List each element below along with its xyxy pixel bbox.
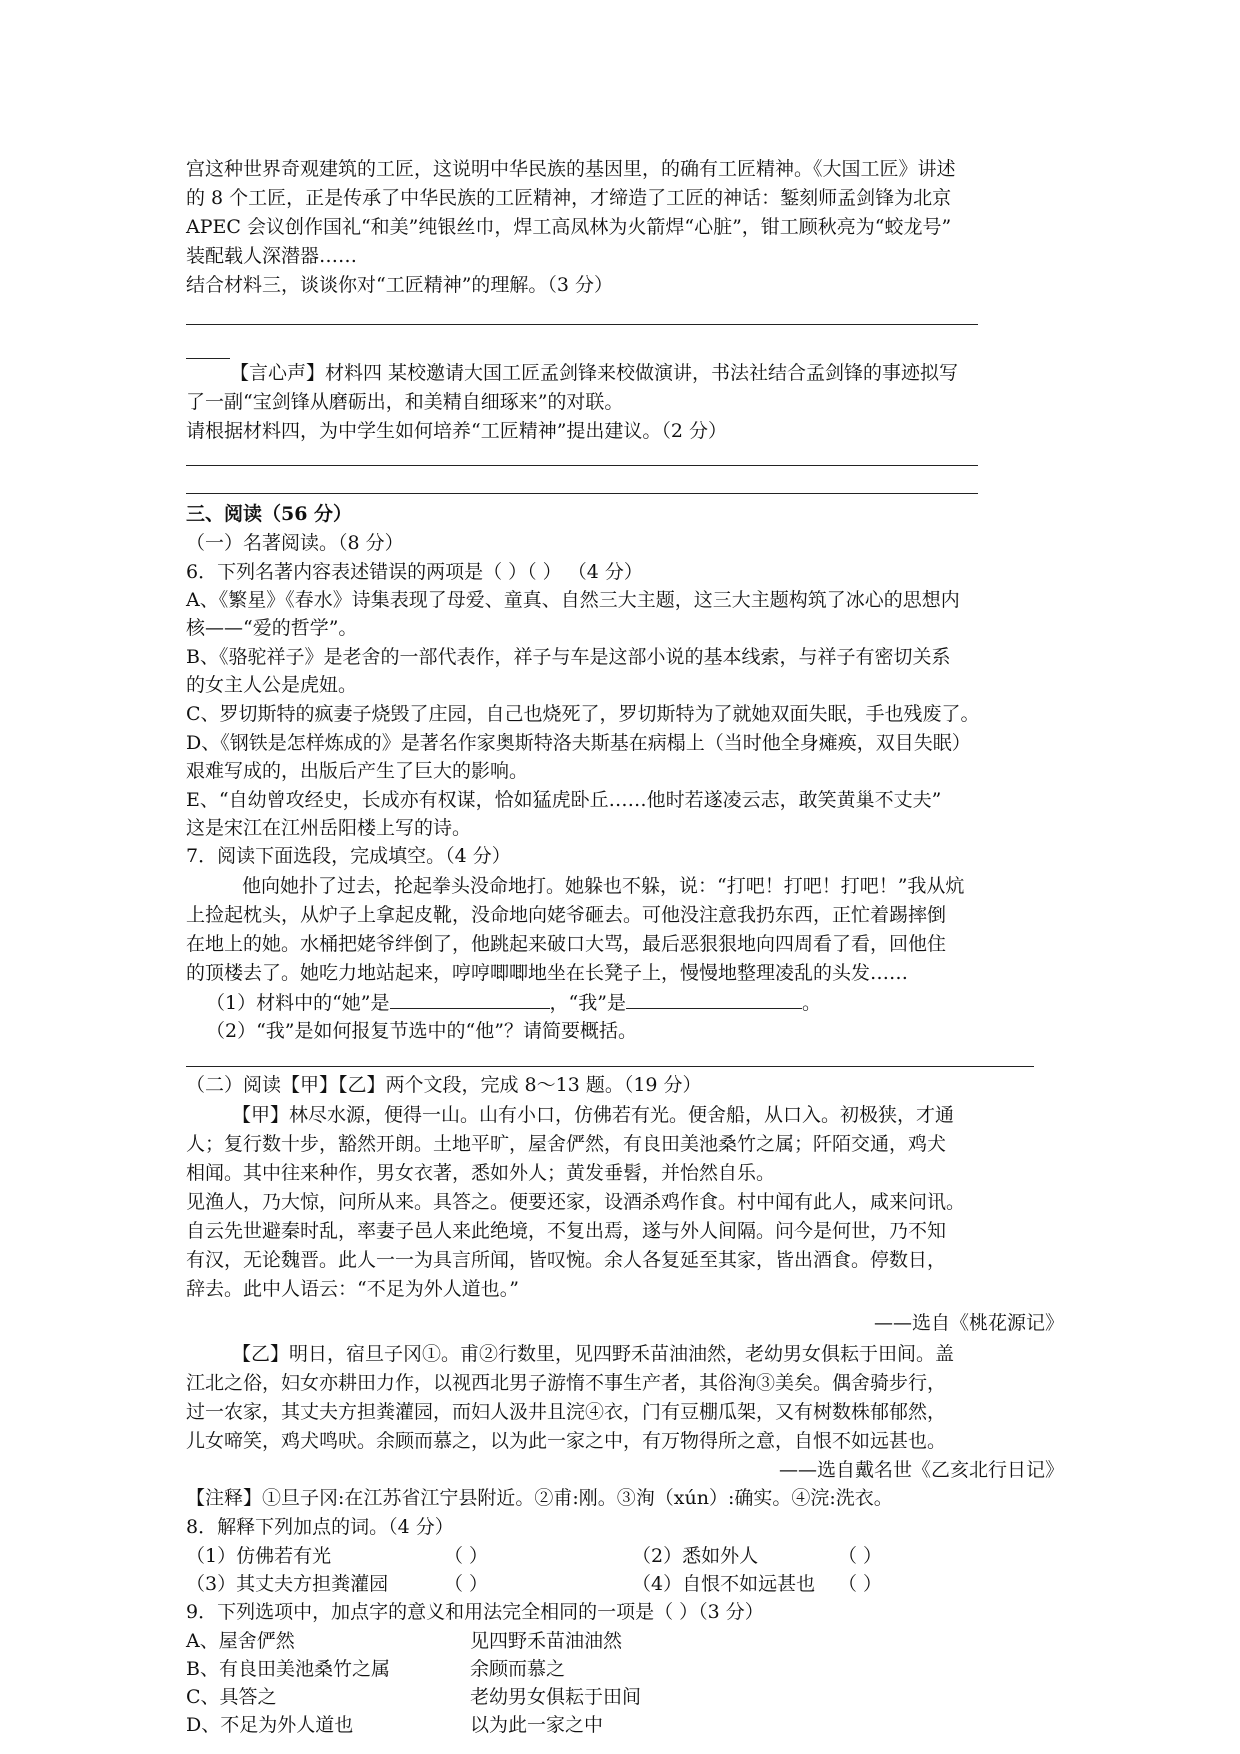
jia-line: 见渔人，乃大惊，问所从来。具答之。便要还家，设酒杀鸡作食。村中闻有此人，咸来问讯。 xyxy=(186,1191,966,1213)
answer-line xyxy=(186,465,978,466)
answer-line xyxy=(186,324,978,325)
fill-blank[interactable] xyxy=(390,988,550,1009)
q7-passage-line: 上捡起枕头，从炉子上拿起皮靴，没命地向姥爷砸去。可他没注意我扔东西，正忙着踢摔倒 xyxy=(186,904,947,926)
q9-option-right: 余顾而慕之 xyxy=(470,1658,566,1680)
material4-line-2: 了一副“宝剑锋从磨砺出，和美精自细琢来”的对联。 xyxy=(186,391,624,413)
q6-option-line: B、《骆驼祥子》是老舍的一部代表作，祥子与车是这部小说的基本线索，与祥子有密切关系 xyxy=(186,646,951,668)
q6-option-line: 的女主人公是虎妞。 xyxy=(186,674,358,696)
notes: 【注释】①旦子冈:在江苏省江宁县附近。②甫:刚。③洵（xún）:确实。④浣:洗衣。 xyxy=(186,1487,893,1509)
q9-stem: 9．下列选项中，加点字的意义和用法完全相同的一项是（ ）（3 分） xyxy=(186,1601,764,1623)
answer-line-lead xyxy=(186,358,230,359)
jia-line: 有汉，无论魏晋。此人一一为具言所闻，皆叹惋。余人各复延至其家，皆出酒食。停数日， xyxy=(186,1249,947,1271)
q7-sub1-mid: ，“我”是 xyxy=(549,992,626,1014)
yi-source: ——选自戴名世《乙亥北行日记》 xyxy=(778,1459,1064,1481)
jia-line: 自云先世避秦时乱，率妻子邑人来此绝境，不复出焉，遂与外人间隔。问今是何世，乃不知 xyxy=(186,1220,947,1242)
section-title: 三、阅读（56 分） xyxy=(186,503,353,525)
q8-answer-paren[interactable]: （ ） xyxy=(444,1545,489,1567)
fill-blank[interactable] xyxy=(626,988,802,1009)
q6-option-line: E、“自幼曾攻经史，长成亦有权谋，恰如猛虎卧丘……他时若遂凌云志，敢笑黄巢不丈夫” xyxy=(186,789,942,811)
jia-line: 人；复行数十步，豁然开朗。土地平旷，屋舍俨然，有良田美池桑竹之属；阡陌交通，鸡犬 xyxy=(186,1133,947,1155)
material3-line-4: 装配载人深潜器…… xyxy=(186,245,358,267)
material3-line-2: 的 8 个工匠，正是传承了中华民族的工匠精神，才缔造了工匠的神话：錾刻师孟剑锋为北京 xyxy=(186,187,952,209)
q7-sub1-end: 。 xyxy=(801,992,821,1014)
jia-line: 辞去。此中人语云：“不足为外人道也。” xyxy=(186,1278,519,1300)
q8-answer-paren[interactable]: （ ） xyxy=(444,1573,489,1595)
q6-stem: 6．下列名著内容表述错误的两项是（ ）（ ） （4 分） xyxy=(186,561,643,583)
yi-line: 过一农家，其丈夫方担粪灌园，而妇人汲井且浣④衣，门有豆棚瓜架，又有树数株郁郁然， xyxy=(186,1401,947,1423)
q6-option-line: 核——“爱的哲学”。 xyxy=(186,617,358,639)
material3-line-1: 宫这种世界奇观建筑的工匠，这说明中华民族的基因里，的确有工匠精神。《大国工匠》讲述 xyxy=(186,158,956,180)
q8-stem: 8．解释下列加点的词。（4 分） xyxy=(186,1516,454,1538)
material4-line-1: 【言心声】材料四 某校邀请大国工匠孟剑锋来校做演讲，书法社结合孟剑锋的事迹拟写 xyxy=(230,362,959,384)
q9-option-left: D、不足为外人道也 xyxy=(186,1714,354,1736)
material3-line-3: APEC 会议创作国礼“和美”纯银丝巾，焊工高凤林为火箭焊“心脏”，钳工顾秋亮为“蛟龙号” xyxy=(186,216,952,238)
jia-line: 相闻。其中往来种作，男女衣著，悉如外人；黄发垂髫，并怡然自乐。 xyxy=(186,1162,776,1184)
q9-option-left: B、有良田美池桑竹之属 xyxy=(186,1658,390,1680)
yi-line: 江北之俗，妇女亦耕田力作，以视西北男子游惰不事生产者，其俗洵③美矣。偶舍骑步行， xyxy=(186,1372,947,1394)
q6-option-line: A、《繁星》《春水》诗集表现了母爱、童真、自然三大主题，这三大主题构筑了冰心的思想内 xyxy=(186,589,960,611)
q7-stem: 7．阅读下面选段，完成填空。（4 分） xyxy=(186,845,511,867)
q9-option-left: C、具答之 xyxy=(186,1686,277,1708)
q7-sub1-prefix: （1）材料中的“她”是 xyxy=(206,992,390,1014)
q8-item: （1）仿佛若有光 xyxy=(186,1545,332,1567)
q9-option-right: 见四野禾苗油油然 xyxy=(470,1630,623,1652)
q8-answer-paren[interactable]: （ ） xyxy=(838,1573,883,1595)
q8-item: （3）其丈夫方担粪灌园 xyxy=(186,1573,389,1595)
q7-sub2: （2）“我”是如何报复节选中的“他”？请简要概括。 xyxy=(206,1020,637,1042)
material3-question: 结合材料三，谈谈你对“工匠精神”的理解。（3 分） xyxy=(186,274,614,296)
q8-item: （2）悉如外人 xyxy=(632,1545,759,1567)
q9-option-right: 老幼男女俱耘于田间 xyxy=(470,1686,642,1708)
q6-option-line: D、《钢铁是怎样炼成的》是著名作家奥斯特洛夫斯基在病榻上（当时他全身瘫痪，双目失眠） xyxy=(186,732,971,754)
q7-sub1 xyxy=(206,988,821,1017)
part1-title: （一）名著阅读。（8 分） xyxy=(186,532,404,554)
q8-item: （4）自恨不如远甚也 xyxy=(632,1573,816,1595)
q8-answer-paren[interactable]: （ ） xyxy=(838,1545,883,1567)
jia-line: 【甲】林尽水源，便得一山。山有小口，仿佛若有光。便舍船，从口入。初极狭，才通 xyxy=(232,1104,955,1126)
jia-source: ——选自《桃花源记》 xyxy=(873,1312,1064,1334)
material4-question: 请根据材料四，为中学生如何培养“工匠精神”提出建议。（2 分） xyxy=(186,420,728,442)
q6-option-line: C、罗切斯特的疯妻子烧毁了庄园，自己也烧死了，罗切斯特为了就她双面失眠，手也残废了。 xyxy=(186,703,980,725)
q9-option-right: 以为此一家之中 xyxy=(470,1714,604,1736)
q9-option-left: A、屋舍俨然 xyxy=(186,1630,295,1652)
answer-line xyxy=(186,493,978,494)
q7-passage-line: 在地上的她。水桶把姥爷绊倒了，他跳起来破口大骂，最后恶狠狠地向四周看了看，回他住 xyxy=(186,933,947,955)
answer-line xyxy=(186,1066,1034,1067)
yi-line: 【乙】明日，宿旦子冈①。甫②行数里，见四野禾苗油油然，老幼男女俱耘于田间。盖 xyxy=(232,1343,955,1365)
q7-passage-line: 的顶楼去了。她吃力地站起来，哼哼唧唧地坐在长凳子上，慢慢地整理凌乱的头发…… xyxy=(186,962,909,984)
part2-title: （二）阅读【甲】【乙】两个文段，完成 8～13 题。（19 分） xyxy=(186,1074,702,1096)
q6-option-line: 艰难写成的，出版后产生了巨大的影响。 xyxy=(186,760,529,782)
q6-option-line: 这是宋江在江州岳阳楼上写的诗。 xyxy=(186,817,472,839)
q7-passage-line: 他向她扑了过去，抡起拳头没命地打。她躲也不躲，说：“打吧！打吧！打吧！”我从炕 xyxy=(242,875,965,897)
yi-line: 儿女啼笑，鸡犬鸣吠。余顾而慕之，以为此一家之中，有万物得所之意，自恨不如远甚也。 xyxy=(186,1430,947,1452)
